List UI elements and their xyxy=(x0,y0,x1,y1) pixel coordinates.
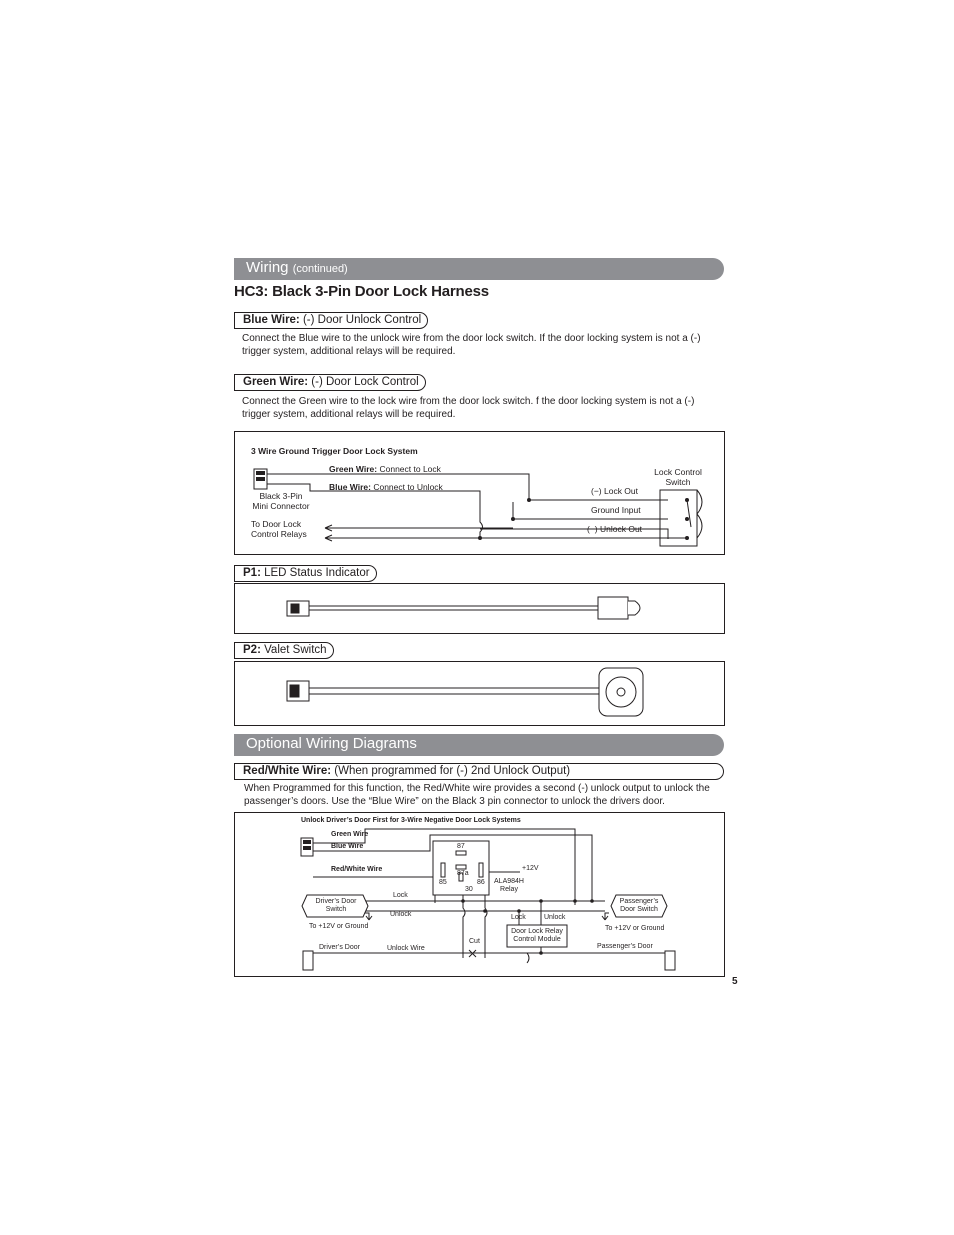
red-white-wire-tag: Red/White Wire xyxy=(331,866,383,873)
blue-wire-label: Blue Wire: Connect to Unlock xyxy=(329,482,443,492)
lock-out-label: (−) Lock Out xyxy=(591,486,639,496)
relay-label: ALA984H Relay xyxy=(494,878,524,893)
optional-section-header xyxy=(234,734,724,756)
unlock-wire-label: Unlock Wire xyxy=(387,945,425,952)
to-12v-left-label: To +12V or Ground xyxy=(309,923,369,930)
wiring-section-header xyxy=(234,258,724,280)
unlock-out-label: (−) Unlock Out xyxy=(587,524,643,534)
section-title: Wiring (continued) xyxy=(246,259,348,276)
module-label: Door Lock Relay Control Module xyxy=(511,928,563,943)
green-wire-label: Green Wire: Connect to Lock xyxy=(329,464,441,474)
optional-section-title: Optional Wiring Diagrams xyxy=(246,735,417,752)
harness-title: HC3: Black 3-Pin Door Lock Harness xyxy=(234,283,489,300)
ground-input-label: Ground Input xyxy=(591,505,641,515)
pin-85: 85 xyxy=(439,879,447,886)
valet-switch-svg xyxy=(235,662,724,725)
relays-label: To Door Lock Control Relays xyxy=(251,519,307,539)
pin-87a: 87a xyxy=(457,870,469,877)
passenger-switch-label: Passenger’s Door Switch xyxy=(619,898,659,913)
blue-wire-pill: Blue Wire: (-) Door Unlock Control xyxy=(234,312,428,329)
green-wire-tag: Green Wire xyxy=(331,831,369,838)
p1-pill: P1: LED Status Indicator xyxy=(234,565,377,582)
led-indicator-svg xyxy=(235,584,724,633)
plus-12v-label: +12V xyxy=(522,865,539,872)
unlock-driver-svg xyxy=(235,813,724,976)
drivers-door-label: Driver’s Door xyxy=(319,944,360,951)
module-unlock-label: Unlock xyxy=(544,914,566,921)
lock-switch-label: Lock Control Switch xyxy=(654,467,702,487)
page-number: 5 xyxy=(732,976,738,987)
green-wire-description: Connect the Green wire to the lock wire from the door lock switch. f the door locking system is not a (-) trigger system, additional relays will be required. xyxy=(242,396,695,420)
to-12v-right-label: To +12V or Ground xyxy=(605,925,665,932)
pin-87: 87 xyxy=(457,843,465,850)
connector-label: Black 3-Pin Mini Connector xyxy=(252,491,310,511)
cut-label: Cut xyxy=(469,938,480,945)
red-white-pill: Red/White Wire: (When programmed for (-) 2nd Unlock Output) xyxy=(234,763,724,780)
diagram1-title: 3 Wire Ground Trigger Door Lock System xyxy=(251,446,418,456)
diagram2-title: Unlock Driver’s Door First for 3-Wire Negative Door Lock Systems xyxy=(301,817,521,824)
door-lock-diagram xyxy=(234,431,725,555)
valet-switch-diagram xyxy=(234,661,725,726)
unlock-driver-diagram xyxy=(234,812,725,977)
pin-86: 86 xyxy=(477,879,485,886)
passengers-door-label: Passenger’s Door xyxy=(597,943,653,950)
pin-30: 30 xyxy=(465,886,473,893)
module-lock-label: Lock xyxy=(511,914,526,921)
red-white-description: When Programmed for this function, the Red/White wire provides a second (-) unlock output to unlock the passenger’s doors. Use the “Blue Wire” on the Black 3 pin connector to unlock the drivers door. xyxy=(244,783,710,807)
drivers-switch-label: Driver’s Door Switch xyxy=(315,898,357,913)
led-indicator-diagram xyxy=(234,583,725,634)
lock-label: Lock xyxy=(393,892,408,899)
green-wire-pill: Green Wire: (-) Door Lock Control xyxy=(234,374,426,391)
unlock-label: Unlock xyxy=(390,911,412,918)
p2-pill: P2: Valet Switch xyxy=(234,642,334,659)
blue-wire-description: Connect the Blue wire to the unlock wire from the door lock switch. If the door locking system is not a (-) trigger system, additional relays will be required. xyxy=(242,333,701,357)
blue-wire-tag: Blue Wire xyxy=(331,843,364,850)
